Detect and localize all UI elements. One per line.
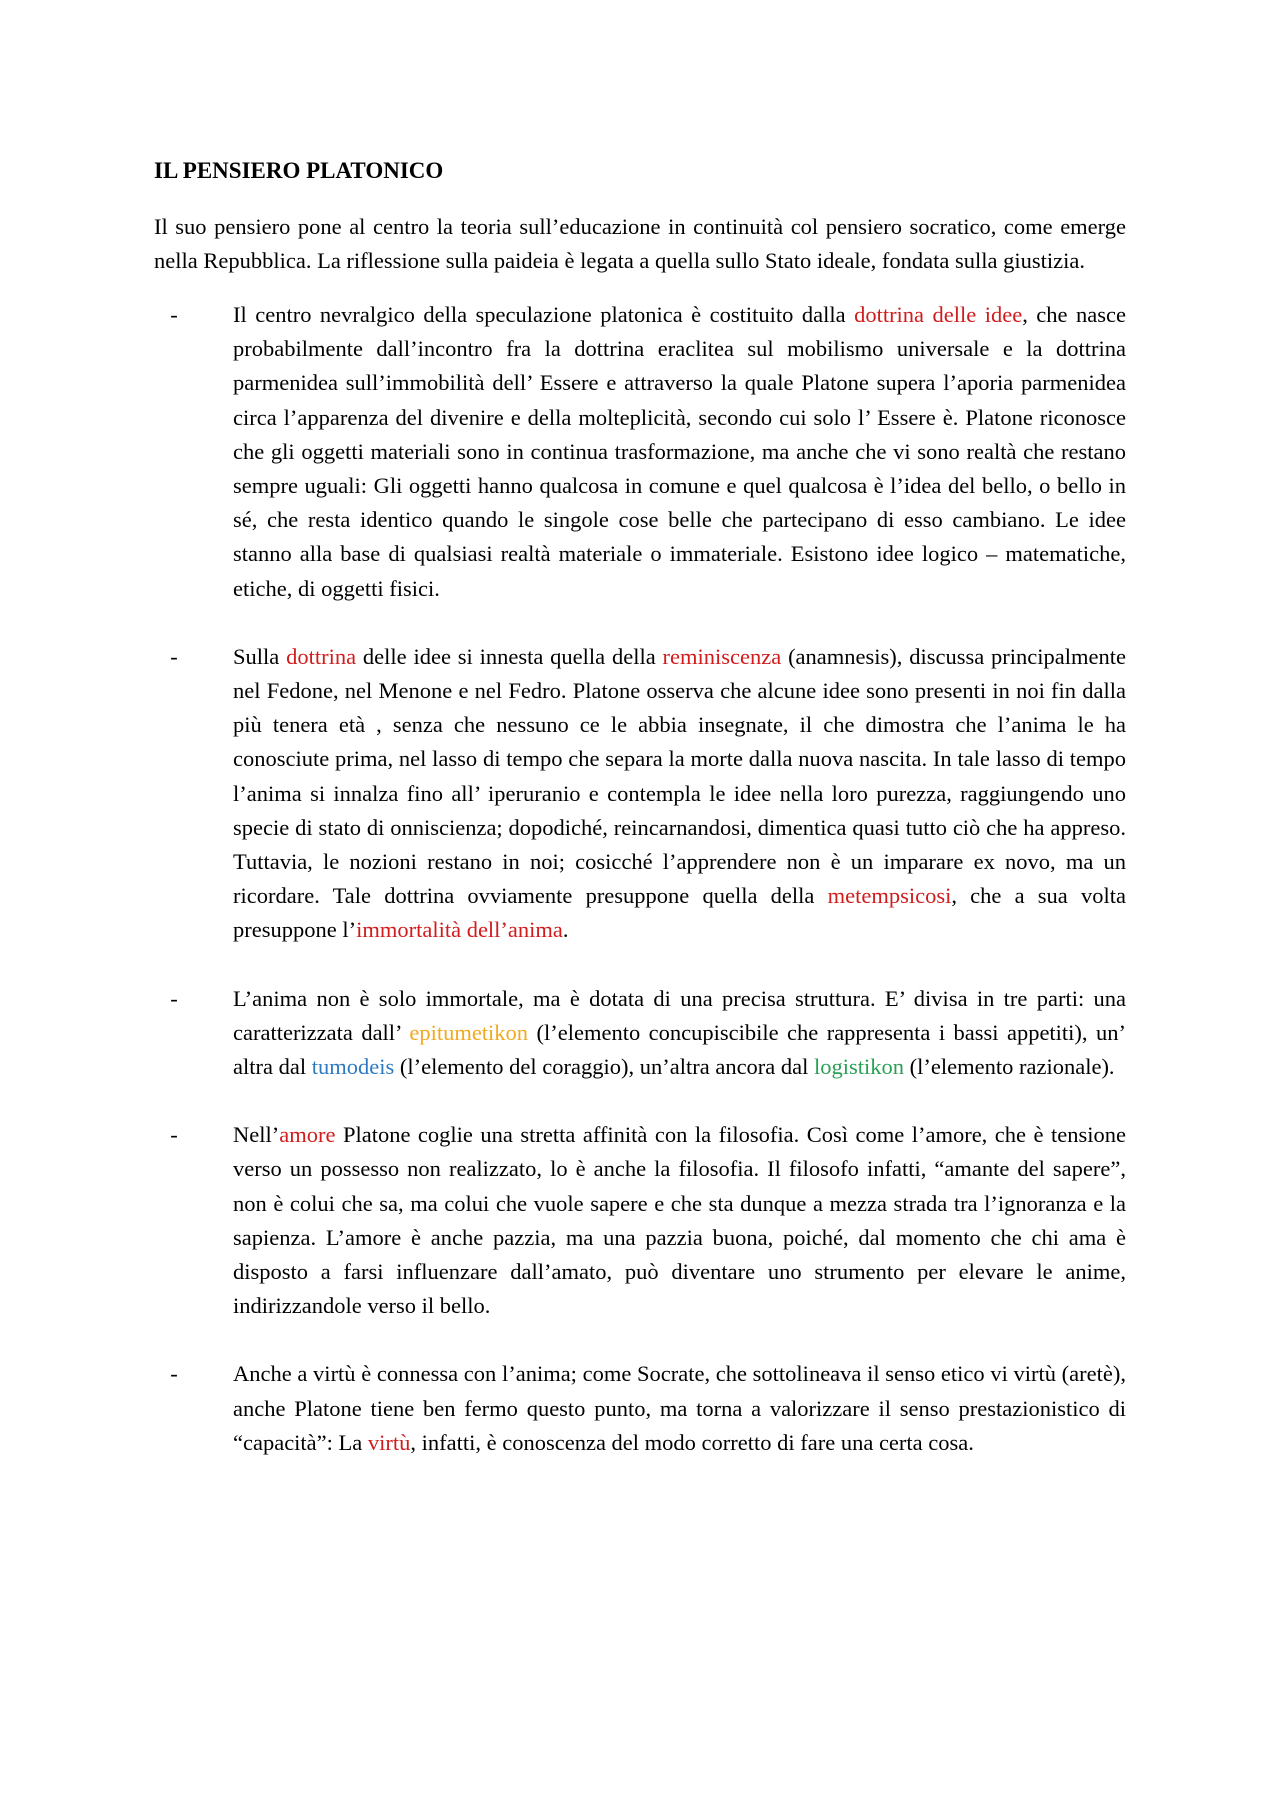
highlight-amore: amore (279, 1122, 336, 1148)
bullet-dash: - (170, 643, 178, 669)
bullet-text: (l’elemento concupiscibile che rappresenta i bassi appetiti), un’ altra dal (233, 1019, 1126, 1080)
list-item-anima (170, 982, 1126, 1085)
highlight-epitumetikon: epitumetikon (409, 1019, 529, 1045)
highlight-dottrina: dottrina (286, 643, 357, 669)
bullet-text: L’anima non è solo immortale, ma è dotata di una precisa struttura. E’ divisa in tre parti: una caratterizzata dall’ (233, 985, 1126, 1045)
highlight-dottrina-delle-idee: dottrina delle idee (854, 302, 1023, 327)
bullet-text: Platone coglie una stretta affinità con la filosofia. Così come l’amore, che è tensione verso un possesso non realizzato, lo è anche la filosofia. Il filosofo infatti, “amante del sapere”, non è colui che sa, ma colui che vuole sapere e che sta dunque a mezza strada tra l’ignoranza e la sapienza. L’amore è anche pazzia, ma una pazzia buona, poiché, dal momento che chi ama è disposto a farsi influenzare dall’amato, può diventare uno strumento per elevare le anime, indirizzandole verso il bello. (233, 1122, 1126, 1319)
list-item-amore (170, 1118, 1126, 1323)
list-item-virtu (170, 1357, 1126, 1460)
document-title: IL PENSIERO PLATONICO (154, 158, 444, 183)
bullet-text: Anche a virtù è connessa con l’anima; come Socrate, che sottolineava il senso etico vi virtù (aretè), anche Platone tiene ben fermo questo punto, ma torna a valorizzare il senso prestazionistico di “capacità”: La (233, 1361, 1126, 1455)
bullet-list (154, 298, 1126, 1460)
bullet-text: delle idee si innesta quella della (356, 643, 663, 669)
highlight-reminiscenza: reminiscenza (662, 643, 782, 669)
highlight-immortalita: immortalità dell’anima (356, 917, 563, 943)
bullet-text: Nell’ (233, 1122, 280, 1148)
bullet-text: , infatti, è conoscenza del modo corretto di fare una certa cosa. (410, 1429, 974, 1455)
bullet-text: Sulla (233, 643, 287, 669)
bullet-dash: - (170, 1122, 178, 1148)
bullet-text: (anamnesis), discussa principalmente nel Fedone, nel Menone e nel Fedro. Platone osserva che alcune idee sono presenti in noi fin dalla più tenera età , senza che nessuno ce le abbia insegnate, il che dimostra che l’anima le ha conosciute prima, nel lasso di tempo che separa la morte dalla nuova nascita. In tale lasso di tempo l’anima si innalza fino all’ iperuranio e contempla le idee nella loro purezza, raggiungendo uno specie di stato di onniscienza; dopodiché, reincarnandosi, dimentica quasi tutto ciò che ha appreso. Tuttavia, le nozioni restano in noi; cosicché l’apprendere non è un imparare ex novo, ma un ricordare. Tale dottrina ovviamente presuppone quella della (233, 643, 1126, 909)
bullet-text: . (562, 917, 569, 943)
bullet-dash: - (170, 302, 178, 327)
highlight-logistikon: logistikon (814, 1054, 905, 1080)
bullet-text: (l’elemento del coraggio), un’altra ancora dal (394, 1054, 815, 1080)
bullet-text: , che a sua volta presuppone l’ (233, 883, 1126, 943)
bullet-text: (l’elemento razionale). (904, 1054, 1115, 1080)
bullet-text: Il centro nevralgico della speculazione platonica è costituito dalla (233, 302, 855, 327)
intro-paragraph: Il suo pensiero pone al centro la teoria sull’educazione in continuità col pensiero socratico, come emerge nella Repubblica. La riflessione sulla paideia è legata a quella sullo Stato ideale, fondata sulla giustizia. (154, 214, 1126, 273)
list-item-idee (170, 298, 1126, 606)
bullet-text: , che nasce probabilmente dall’incontro fra la dottrina eraclitea sul mobilismo universale e la dottrina parmenidea sull’immobilità dell’ Essere e attraverso la quale Platone supera l’aporia parmenidea circa l’apparenza del divenire e della molteplicità, secondo cui solo l’ Essere è. Platone riconosce che gli oggetti materiali sono in continua trasformazione, ma anche che vi sono realtà che restano sempre uguali: Gli oggetti hanno qualcosa in comune e quel qualcosa è l’idea del bello, o bello in sé, che resta identico quando le singole cose belle che partecipano di esso cambiano. Le idee stanno alla base di qualsiasi realtà materiale o immateriale. Esistono idee logico – matematiche, etiche, di oggetti fisici. (233, 302, 1126, 601)
highlight-tumodeis: tumodeis (311, 1054, 395, 1080)
list-item-reminiscenza (170, 640, 1126, 948)
bullet-dash: - (170, 985, 178, 1011)
highlight-virtu: virtù (367, 1429, 411, 1455)
highlight-metempsicosi: metempsicosi (827, 883, 952, 909)
bullet-dash: - (170, 1361, 178, 1387)
